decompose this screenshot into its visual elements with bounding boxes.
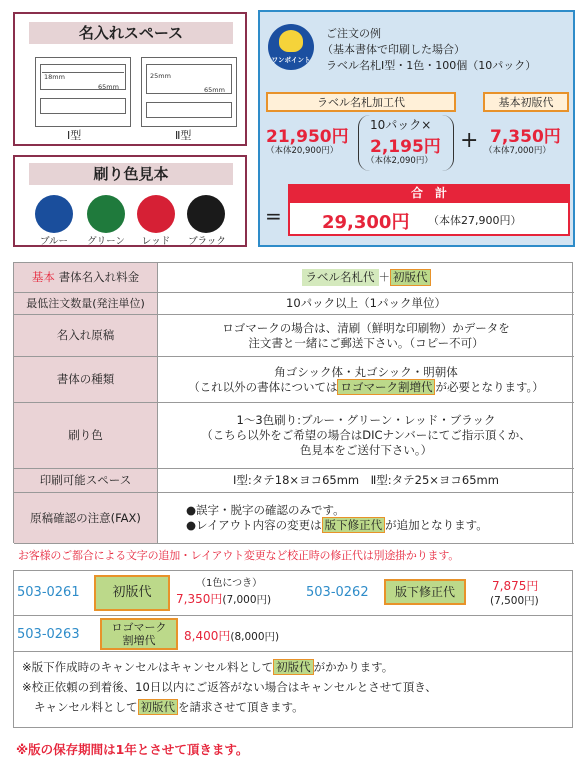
plate-cost-head: 基本初版代 bbox=[483, 92, 569, 112]
row-base-value: ラベル名札代 ＋ 初版代 bbox=[158, 263, 574, 293]
type1-height: 18mm bbox=[44, 73, 65, 81]
swatch-label-green: グリーン bbox=[87, 236, 125, 247]
equals-sign: = bbox=[265, 204, 282, 228]
imprint-space-panel bbox=[13, 12, 247, 146]
color-sample-panel bbox=[13, 155, 247, 247]
code-0262: 503-0262 bbox=[306, 585, 369, 600]
code-0263: 503-0263 bbox=[17, 627, 80, 642]
total-sub: （本体27,900円） bbox=[428, 214, 522, 227]
row-manuscript-label: 名入れ原稿 bbox=[14, 315, 158, 357]
code-0262-name: 版下修正代 bbox=[384, 579, 466, 605]
example-line3: ラベル名札Ⅰ型・1色・100個（10パック） bbox=[326, 59, 537, 72]
code-0261-name: 初版代 bbox=[94, 575, 170, 611]
total-head: 合 計 bbox=[288, 184, 570, 203]
row-space-value: Ⅰ型:タテ18×ヨコ65mm Ⅱ型:タテ25×ヨコ65mm bbox=[158, 469, 574, 493]
type2-label: Ⅱ型 bbox=[175, 129, 192, 142]
example-line1: ご注文の例 bbox=[326, 27, 381, 40]
code-rows bbox=[13, 570, 573, 652]
imprint-space-title: 名入れスペース bbox=[29, 22, 233, 44]
plus-sign: + bbox=[460, 128, 479, 153]
code-0262-sub: (7,500円) bbox=[490, 595, 539, 607]
pack-text: 10パック× bbox=[370, 118, 432, 132]
type2-label-drawing bbox=[141, 57, 237, 127]
row-base-label: 基本 書体名入れ料金 bbox=[14, 263, 158, 293]
row-proof-value: ●誤字・脱字の確認のみです。 ●レイアウト内容の変更は 版下修正代 が追加となります。 bbox=[158, 493, 574, 544]
code-0261-price: 7,350円(7,000円) bbox=[176, 592, 272, 606]
plate-price: 7,350円 bbox=[490, 127, 561, 147]
row-font-value: 角ゴシック体・丸ゴシック・明朝体 （これ以外の書体については ロゴマーク割増代 が必要となります。） bbox=[158, 357, 574, 403]
row-manuscript-value: ロゴマークの場合は、清刷（鮮明な印刷物）かデータを 注文書と一緒にご郵送下さい。（コピー不可） bbox=[158, 315, 574, 357]
code-0262-price: 7,875円 bbox=[492, 579, 539, 593]
pack-price: 2,195円 bbox=[370, 137, 441, 157]
code-0261-note: （1色につき） bbox=[196, 578, 263, 589]
swatch-label-blue: ブルー bbox=[39, 236, 69, 247]
row-font-label: 書体の種類 bbox=[14, 357, 158, 403]
label-price-sub: （本体20,900円） bbox=[266, 146, 339, 156]
swatch-blue bbox=[35, 195, 73, 233]
swatch-black bbox=[187, 195, 225, 233]
code-0263-price: 8,400円(8,000円) bbox=[184, 629, 280, 643]
swatch-label-black: ブラック bbox=[188, 236, 226, 247]
example-line2: （基本書体で印刷した場合） bbox=[322, 43, 465, 56]
notice-text: お客様のご都合による文字の追加・レイアウト変更など校正時の修正代は別途掛かります。 bbox=[18, 549, 460, 562]
row-proof-label: 原稿確認の注意(FAX) bbox=[14, 493, 158, 544]
code-0263-name: ロゴマーク 割増代 bbox=[100, 618, 178, 650]
plate-price-sub: （本体7,000円） bbox=[484, 146, 551, 156]
type1-label: Ⅰ型 bbox=[67, 129, 82, 142]
spec-table bbox=[13, 262, 573, 543]
swatch-green bbox=[87, 195, 125, 233]
one-point-badge-icon bbox=[268, 24, 314, 70]
footer-note: ※版の保存期間は1年とさせて頂きます。 bbox=[16, 742, 249, 757]
badge-text: ワンポイント bbox=[271, 56, 311, 64]
row-space-label: 印刷可能スペース bbox=[14, 469, 158, 493]
row-color-value: 1～3色刷り:ブルー・グリーン・レッド・ブラック （こちら以外をご希望の場合はDICナンバーにてご指示頂くか、 色見本をご送付下さい。） bbox=[158, 403, 574, 469]
label-price: 21,950円 bbox=[266, 127, 349, 147]
total-price: 29,300円 bbox=[322, 212, 410, 233]
type1-width: 65mm bbox=[98, 83, 119, 91]
label-cost-head: ラベル名札加工代 bbox=[266, 92, 456, 112]
type2-width: 65mm bbox=[204, 86, 225, 94]
color-sample-title: 刷り色見本 bbox=[29, 163, 233, 185]
swatch-label-red: レッド bbox=[141, 236, 171, 247]
swatch-red bbox=[137, 195, 175, 233]
order-example-panel bbox=[258, 10, 575, 247]
row-min-order-label: 最低注文数量(発注単位) bbox=[14, 293, 158, 315]
pack-price-sub: （本体2,090円） bbox=[366, 156, 433, 166]
row-color-label: 刷り色 bbox=[14, 403, 158, 469]
row-min-order-value: 10パック以上（1パック単位） bbox=[158, 293, 574, 315]
code-0261: 503-0261 bbox=[17, 585, 80, 600]
type2-height: 25mm bbox=[150, 72, 171, 80]
notes-box: ※版下作成時のキャンセルはキャンセル料として 初版代 がかかります。 ※校正依頼の到着後、10日以内にご返答がない場合はキャンセルとさせて頂き、 キャンセル料として 初版代 を請求させて頂きます。 bbox=[13, 652, 573, 728]
type1-label-drawing bbox=[35, 57, 131, 127]
